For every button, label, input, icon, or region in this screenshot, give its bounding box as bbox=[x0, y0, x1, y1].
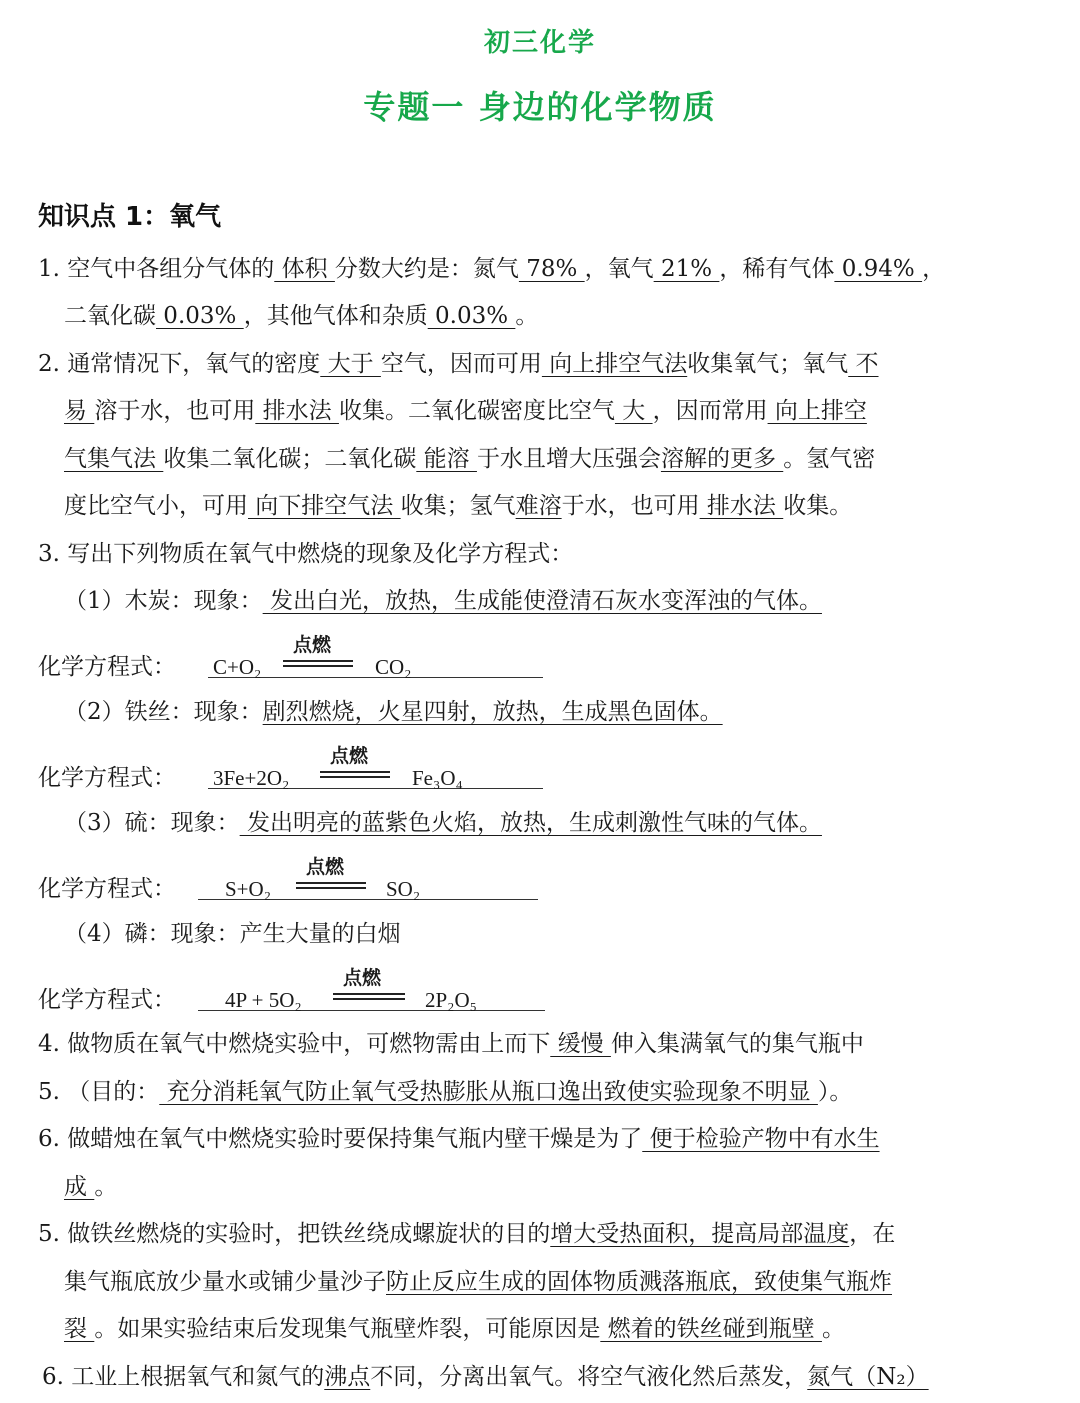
text: ）。 bbox=[817, 1079, 853, 1105]
answer: 0.94% bbox=[834, 256, 923, 282]
text: （1）木炭：现象： bbox=[64, 588, 263, 614]
answer: 溶解的更多 bbox=[660, 446, 784, 472]
q3-item-3-phenomenon bbox=[64, 806, 822, 840]
reactants: C+O₂ bbox=[213, 655, 262, 679]
text: ，在 bbox=[849, 1221, 896, 1247]
equation-label: 化学方程式： bbox=[38, 654, 176, 680]
q3-item-2-equation bbox=[38, 735, 598, 795]
answer: 大 bbox=[614, 398, 653, 424]
text: 分数大约是：氮气 bbox=[334, 256, 519, 282]
text: ，其他气体和杂质 bbox=[243, 303, 428, 329]
text: （3）硫：现象： bbox=[64, 810, 240, 836]
q3-item-4-equation bbox=[38, 957, 598, 1017]
q2-line-1 bbox=[38, 347, 879, 381]
text: 。如果实验结束后发现集气瓶壁炸裂，可能原因是 bbox=[94, 1316, 601, 1342]
text: 伸入集满氧气的集气瓶中 bbox=[610, 1031, 864, 1057]
text: 6. 做蜡烛在氧气中燃烧实验时要保持集气瓶内壁干燥是为了 bbox=[38, 1126, 643, 1152]
q2-line-4 bbox=[64, 489, 852, 523]
equals-line bbox=[320, 771, 390, 773]
answer: 发出明亮的蓝紫色火焰，放热，生成刺激性气味的气体。 bbox=[239, 810, 822, 836]
q3-item-2-phenomenon bbox=[64, 695, 723, 729]
products: 2P₂O₅ bbox=[425, 988, 477, 1012]
equals-line bbox=[296, 882, 366, 884]
text: 4. 做物质在氧气中燃烧实验中，可燃物需由上而下 bbox=[38, 1031, 551, 1057]
equals-line bbox=[320, 776, 390, 778]
text: （4）磷：现象： bbox=[64, 921, 240, 947]
text: 不同，分离出氧气。将空气液化然后蒸发， bbox=[370, 1364, 808, 1390]
subject-title: 初三化学 bbox=[483, 28, 596, 58]
text: 2. 通常情况下，氧气的密度 bbox=[38, 351, 321, 377]
equals-line bbox=[296, 887, 366, 889]
answer: 体积 bbox=[274, 256, 335, 282]
text: 5. （目的： bbox=[38, 1079, 160, 1105]
text: 5. 做铁丝燃烧的实验时，把铁丝绕成螺旋状的目的 bbox=[38, 1221, 551, 1247]
answer: 缓慢 bbox=[550, 1031, 611, 1057]
answer: 难溶 bbox=[515, 493, 562, 519]
answer: 78% bbox=[518, 256, 585, 282]
answer: 能溶 bbox=[416, 446, 477, 472]
text: 收集。 bbox=[783, 493, 853, 519]
reaction-condition: 点燃 bbox=[343, 967, 382, 989]
answer: 便于检验产物中有水生 bbox=[642, 1126, 880, 1152]
answer: 沸点 bbox=[324, 1364, 371, 1390]
answer: 发出白光，放热，生成能使澄清石灰水变浑浊的气体。 bbox=[262, 588, 822, 614]
q5a-line bbox=[38, 1075, 852, 1109]
products: CO₂ bbox=[375, 655, 412, 679]
reaction-condition: 点燃 bbox=[306, 856, 345, 878]
text: ，氧气 bbox=[584, 256, 654, 282]
q3-intro: 3. 写出下列物质在氧气中燃烧的现象及化学方程式： bbox=[38, 541, 574, 567]
text: 空气，因而可用 bbox=[380, 351, 542, 377]
reactants: S+O₂ bbox=[225, 877, 272, 901]
equals-line bbox=[333, 998, 405, 1000]
text: 集气瓶底放少量水或铺少量沙子 bbox=[64, 1269, 386, 1295]
q5b-line-2 bbox=[64, 1265, 892, 1299]
reaction-condition: 点燃 bbox=[330, 745, 369, 767]
equation-label: 化学方程式： bbox=[38, 876, 176, 902]
text: ，因而常用 bbox=[652, 398, 768, 424]
text: 于水，也可用 bbox=[561, 493, 700, 519]
q3-item-4-phenomenon bbox=[64, 917, 401, 951]
answer: 氮气（N₂） bbox=[807, 1364, 929, 1390]
text: ， bbox=[922, 256, 946, 282]
equation-label: 化学方程式： bbox=[38, 765, 176, 791]
answer: 剧烈燃烧，火星四射，放热，生成黑色固体。 bbox=[262, 699, 723, 725]
answer: 充分消耗氧气防止氧气受热膨胀从瓶口逸出致使实验现象不明显 bbox=[159, 1079, 818, 1105]
answer: 易 bbox=[64, 398, 95, 424]
answer: 排水法 bbox=[699, 493, 784, 519]
text: 度比空气小，可用 bbox=[64, 493, 248, 519]
reaction-condition: 点燃 bbox=[293, 634, 332, 656]
answer: 21% bbox=[653, 256, 720, 282]
text: 收集。二氧化碳密度比空气 bbox=[338, 398, 615, 424]
answer: 大于 bbox=[320, 351, 381, 377]
equation-label: 化学方程式： bbox=[38, 987, 176, 1013]
q3-item-1-phenomenon bbox=[64, 584, 822, 618]
text: 1. 空气中各组分气体的 bbox=[38, 256, 275, 282]
answer: 产生大量的白烟 bbox=[239, 921, 401, 947]
topic-title: 专题一 身边的化学物质 bbox=[363, 88, 717, 126]
answer: 防止反应生成的固体物质溅落瓶底，致使集气瓶炸 bbox=[386, 1269, 892, 1295]
section-heading: 知识点 1：氧气 bbox=[38, 202, 222, 232]
text: （2）铁丝：现象： bbox=[64, 699, 263, 725]
text: 二氧化碳 bbox=[64, 303, 156, 329]
answer: 裂 bbox=[64, 1316, 95, 1342]
answer: 向下排空气法 bbox=[248, 493, 401, 519]
answer: 0.03% bbox=[156, 303, 244, 329]
q2-line-2 bbox=[64, 394, 867, 428]
answer: 排水法 bbox=[255, 398, 339, 424]
q6a-line-1 bbox=[38, 1122, 880, 1156]
text: 于水且增大压强会 bbox=[476, 446, 661, 472]
answer: 不 bbox=[848, 351, 879, 377]
q6a-line-2 bbox=[64, 1170, 117, 1204]
text: 6. 工业上根据氧气和氮气的 bbox=[42, 1364, 325, 1390]
reactants: 3Fe+2O₂ bbox=[213, 766, 290, 790]
text: 收集二氧化碳；二氧化碳 bbox=[163, 446, 417, 472]
text: 。 bbox=[515, 303, 539, 329]
q3-item-3-equation bbox=[38, 846, 598, 906]
q1-line-1 bbox=[38, 252, 945, 286]
q3-item-1-equation bbox=[38, 624, 598, 684]
answer: 向上排空气法 bbox=[541, 351, 688, 377]
equals-line bbox=[333, 993, 405, 995]
q6b-line bbox=[42, 1360, 929, 1394]
products: SO₂ bbox=[386, 877, 421, 901]
q5b-line-1 bbox=[38, 1217, 895, 1251]
text: ，稀有气体 bbox=[719, 256, 835, 282]
q1-line-2 bbox=[64, 299, 538, 333]
answer: 成 bbox=[64, 1174, 95, 1200]
q5b-line-3 bbox=[64, 1312, 845, 1346]
q2-line-3 bbox=[64, 442, 875, 476]
text: 。 bbox=[94, 1174, 118, 1200]
answer: 向上排空 bbox=[767, 398, 867, 424]
answer: 燃着的铁丝碰到瓶壁 bbox=[600, 1316, 822, 1342]
text: 收集氧气；氧气 bbox=[687, 351, 849, 377]
text: 溶于水，也可用 bbox=[94, 398, 256, 424]
reactants: 4P + 5O₂ bbox=[225, 988, 302, 1012]
answer: 气集气法 bbox=[64, 446, 164, 472]
q4-line bbox=[38, 1027, 864, 1061]
text: 收集；氢气 bbox=[400, 493, 516, 519]
text: 。 bbox=[821, 1316, 845, 1342]
equals-line bbox=[283, 660, 353, 662]
answer: 增大受热面积，提高局部温度 bbox=[550, 1221, 850, 1247]
equals-line bbox=[283, 665, 353, 667]
products: Fe₃O₄ bbox=[412, 766, 463, 790]
answer: 0.03% bbox=[427, 303, 516, 329]
text: 。氢气密 bbox=[783, 446, 876, 472]
